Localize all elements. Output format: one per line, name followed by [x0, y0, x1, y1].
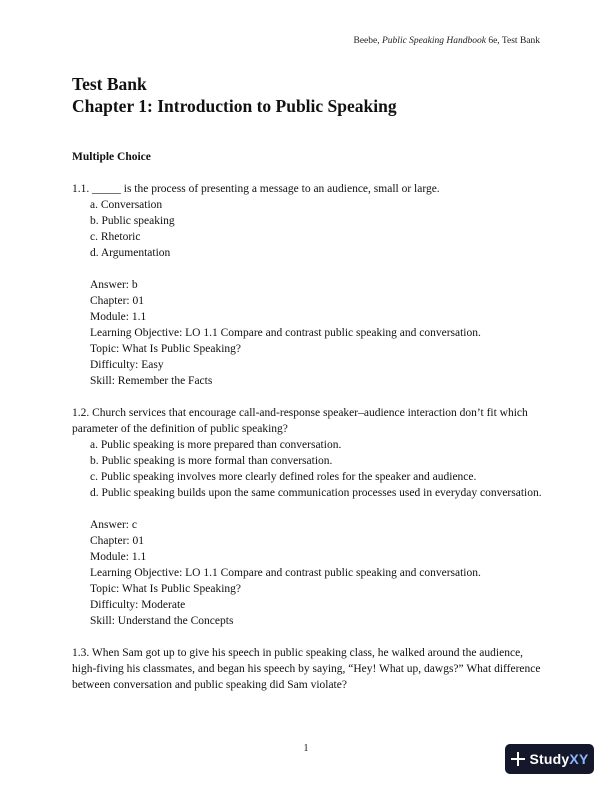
topic-line: Topic: What Is Public Speaking? [90, 583, 242, 595]
header-edition: 6e, Test Bank [485, 36, 540, 46]
title-block [72, 73, 397, 117]
page-number: 1 [303, 743, 309, 754]
answer-options [72, 197, 542, 261]
module-line: Module: 1.1 [90, 311, 147, 323]
plus-icon [511, 752, 525, 766]
answer-options [72, 437, 542, 501]
topic-line: Topic: What Is Public Speaking? [90, 343, 242, 355]
module-line: Module: 1.1 [90, 551, 147, 563]
question-stem: 1.3. When Sam got up to give his speech in public speaking class, he walked around the audience, high-fiving his classmates, and began his speech by saying, “Hey! What up, dawgs?” What difference between conversation and public speaking did Sam violate? [72, 647, 541, 691]
option-a: a. Conversation [90, 199, 163, 211]
question-stem: 1.1. _____ is the process of presenting a message to an audience, small or large. [72, 183, 440, 195]
question-1-1 [72, 181, 542, 389]
header-author: Beebe, [353, 36, 382, 46]
section-heading: Multiple Choice [72, 151, 151, 163]
answer-line: Answer: c [90, 519, 137, 531]
studyxy-badge[interactable] [505, 744, 594, 774]
option-a: a. Public speaking is more prepared than conversation. [90, 439, 342, 451]
running-header [354, 36, 541, 46]
question-list [72, 181, 542, 709]
badge-label-accent: XY [569, 751, 589, 767]
objective-line: Learning Objective: LO 1.1 Compare and contrast public speaking and conversation. [90, 327, 481, 339]
chapter-line: Chapter: 01 [90, 295, 144, 307]
question-meta [72, 517, 542, 629]
objective-line: Learning Objective: LO 1.1 Compare and contrast public speaking and conversation. [90, 567, 481, 579]
option-c: c. Public speaking involves more clearly defined roles for the speaker and audience. [90, 471, 477, 483]
chapter-line: Chapter: 01 [90, 535, 144, 547]
skill-line: Skill: Remember the Facts [90, 375, 213, 387]
skill-line: Skill: Understand the Concepts [90, 615, 234, 627]
option-d: d. Argumentation [90, 247, 171, 259]
title-test-bank: Test Bank [72, 74, 147, 94]
question-meta [72, 277, 542, 389]
question-1-2 [72, 405, 542, 629]
option-d: d. Public speaking builds upon the same communication processes used in everyday conversation. [90, 487, 542, 499]
option-c: c. Rhetoric [90, 231, 141, 243]
question-stem: 1.2. Church services that encourage call-and-response speaker–audience interaction don’t fit which parameter of the definition of public speaking? [72, 407, 528, 435]
header-book-title: Public Speaking Handbook [382, 36, 486, 46]
answer-line: Answer: b [90, 279, 138, 291]
difficulty-line: Difficulty: Easy [90, 359, 164, 371]
badge-label-study: Study [529, 751, 570, 767]
option-b: b. Public speaking [90, 215, 175, 227]
question-1-3 [72, 645, 542, 693]
option-b: b. Public speaking is more formal than conversation. [90, 455, 333, 467]
difficulty-line: Difficulty: Moderate [90, 599, 186, 611]
badge-label [530, 751, 589, 767]
title-chapter: Chapter 1: Introduction to Public Speaking [72, 96, 397, 116]
